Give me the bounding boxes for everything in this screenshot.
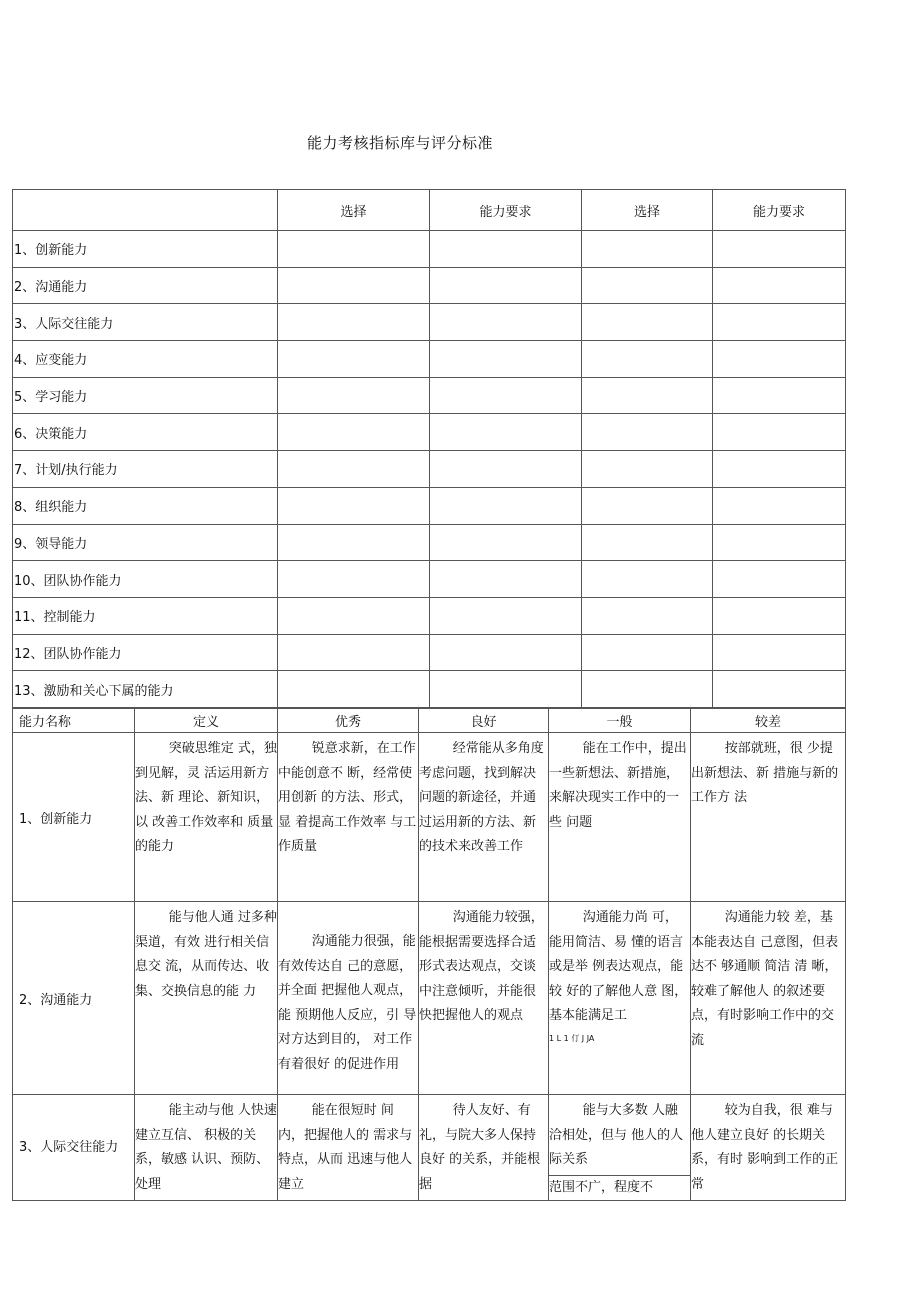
ability-name: 11、控制能力	[13, 597, 278, 634]
select-cell[interactable]	[582, 561, 713, 598]
average-note: 1 L 1 仃 J JA	[549, 1033, 595, 1043]
good-text: 待人友好、有礼，与院大多人保持良好 的关系，并能根据	[419, 1095, 549, 1201]
select-cell[interactable]	[278, 377, 430, 414]
ability-name: 3、人际交往能力	[13, 304, 278, 341]
select-cell[interactable]	[278, 524, 430, 561]
requirement-cell[interactable]	[430, 597, 582, 634]
table-row	[13, 267, 846, 304]
average-continuation: 范围不广，程度不	[549, 1175, 690, 1201]
requirement-cell[interactable]	[430, 414, 582, 451]
ability-name: 2、沟通能力	[13, 902, 135, 1095]
requirement-cell[interactable]	[713, 451, 846, 488]
requirement-cell[interactable]	[430, 524, 582, 561]
table-row	[13, 597, 846, 634]
select-cell[interactable]	[582, 231, 713, 268]
requirement-cell[interactable]	[430, 634, 582, 671]
table-row	[13, 451, 846, 488]
select-cell[interactable]	[582, 267, 713, 304]
definition-text: 突破思维定 式，独到见解，灵 活运用新方法、新 理论、新知识，以 改善工作效率和 质量的能力	[135, 733, 278, 902]
good-text: 沟通能力较强，能根据需要选择合适形式表达观点，交谈中注意倾听，并能很快把握他人的观点	[419, 902, 549, 1095]
excellent-text: 沟通能力很强，能有效传达自 己的意愿，并全面 把握他人观点，能 预期他人反应，引 导对方达到目的， 对工作有着很好 的促进作用	[278, 902, 419, 1095]
table-row	[13, 561, 846, 598]
requirement-cell[interactable]	[430, 231, 582, 268]
excellent-text: 锐意求新，在工作中能创意不 断，经常使用创新 的方法、形式，显 着提高工作效率 与工作质量	[278, 733, 419, 902]
table-row	[13, 231, 846, 268]
page-title: 能力考核指标库与评分标准	[306, 134, 493, 152]
header-requirement-1: 能力要求	[430, 190, 582, 231]
table-row	[13, 341, 846, 378]
select-cell[interactable]	[278, 231, 430, 268]
select-cell[interactable]	[278, 304, 430, 341]
header-select-1: 选择	[278, 190, 430, 231]
table-row	[13, 524, 846, 561]
select-cell[interactable]	[582, 414, 713, 451]
requirement-cell[interactable]	[713, 634, 846, 671]
ability-name: 1、创新能力	[13, 733, 135, 902]
select-cell[interactable]	[278, 487, 430, 524]
average-text: 沟通能力尚 可，能用简洁、易 懂的语言或是举 例表达观点，能较 好的了解他人意 图，基本能满足工 1 L 1 仃 J JA	[549, 902, 691, 1095]
header-select-2: 选择	[582, 190, 713, 231]
ability-name: 7、计划/执行能力	[13, 451, 278, 488]
poor-text: 沟通能力较 差，基本能表达自 己意图，但表达不 够通顺 简洁 清 晰，较难了解他人 的叙述要点，有时影响工作中的交流	[691, 902, 846, 1095]
requirement-cell[interactable]	[713, 597, 846, 634]
ability-name: 4、应变能力	[13, 341, 278, 378]
average-text: 能在工作中，提出一些新想法、新措施，来解决现实工作中的一些 问题	[549, 733, 691, 902]
header-poor: 较差	[691, 709, 846, 733]
ability-name: 3、人际交往能力	[13, 1095, 135, 1201]
header-ability-name: 能力名称	[13, 709, 135, 733]
header-definition: 定义	[135, 709, 278, 733]
average-text: 能与大多数 人融洽相处，但与 他人的人际关系 范围不广，程度不	[549, 1095, 691, 1201]
select-cell[interactable]	[582, 451, 713, 488]
requirement-cell[interactable]	[430, 671, 582, 708]
definition-text: 能与他人通 过多种渠道，有效 进行相关信息交 流，从而传达、收 集、交换信息的能 力	[135, 902, 278, 1095]
select-cell[interactable]	[278, 634, 430, 671]
ability-name: 8、组织能力	[13, 487, 278, 524]
header-excellent: 优秀	[278, 709, 419, 733]
select-cell[interactable]	[278, 414, 430, 451]
requirement-cell[interactable]	[430, 341, 582, 378]
table-row	[13, 671, 846, 708]
scoring-standards-table	[12, 708, 846, 1201]
requirement-cell[interactable]	[430, 451, 582, 488]
poor-text: 按部就班，很 少提出新想法、新 措施与新的工作方 法	[691, 733, 846, 902]
requirement-cell[interactable]	[713, 561, 846, 598]
ability-name: 5、学习能力	[13, 377, 278, 414]
requirement-cell[interactable]	[430, 267, 582, 304]
select-cell[interactable]	[582, 377, 713, 414]
header-average: 一般	[549, 709, 691, 733]
requirement-cell[interactable]	[713, 671, 846, 708]
select-cell[interactable]	[278, 561, 430, 598]
table-row	[13, 733, 846, 902]
select-cell[interactable]	[582, 304, 713, 341]
ability-name: 9、领导能力	[13, 524, 278, 561]
requirement-cell[interactable]	[430, 487, 582, 524]
requirement-cell[interactable]	[430, 304, 582, 341]
select-cell[interactable]	[278, 451, 430, 488]
select-cell[interactable]	[582, 341, 713, 378]
requirement-cell[interactable]	[713, 377, 846, 414]
table-row	[13, 487, 846, 524]
requirement-cell[interactable]	[713, 414, 846, 451]
select-cell[interactable]	[582, 487, 713, 524]
table-row	[13, 902, 846, 1095]
standards-header-row	[13, 709, 846, 733]
ability-name: 13、激励和关心下属的能力	[13, 671, 278, 708]
requirement-cell[interactable]	[713, 341, 846, 378]
ability-name: 10、团队协作能力	[13, 561, 278, 598]
blank-header-cell	[13, 190, 278, 231]
ability-selection-table	[12, 189, 846, 708]
requirement-cell[interactable]	[713, 487, 846, 524]
requirement-cell[interactable]	[430, 561, 582, 598]
selection-header-row	[13, 190, 846, 231]
select-cell[interactable]	[278, 341, 430, 378]
requirement-cell[interactable]	[713, 524, 846, 561]
table-row	[13, 634, 846, 671]
ability-name: 12、团队协作能力	[13, 634, 278, 671]
select-cell[interactable]	[582, 524, 713, 561]
ability-name: 6、决策能力	[13, 414, 278, 451]
select-cell[interactable]	[582, 597, 713, 634]
table-row	[13, 304, 846, 341]
header-requirement-2: 能力要求	[713, 190, 846, 231]
select-cell[interactable]	[582, 671, 713, 708]
requirement-cell[interactable]	[713, 267, 846, 304]
table-row	[13, 377, 846, 414]
select-cell[interactable]	[278, 267, 430, 304]
excellent-text: 能在很短时 间内，把握他人的 需求与特点，从而 迅速与他人建立	[278, 1095, 419, 1201]
table-row	[13, 414, 846, 451]
requirement-cell[interactable]	[713, 304, 846, 341]
select-cell[interactable]	[278, 671, 430, 708]
select-cell[interactable]	[582, 634, 713, 671]
requirement-cell[interactable]	[430, 377, 582, 414]
ability-name: 1、创新能力	[13, 231, 278, 268]
poor-text: 较为自我，很 难与他人建立良好 的长期关系，有时 影响到工作的正常	[691, 1095, 846, 1201]
good-text: 经常能从多角度考虑问题，找到解决问题的新途径，并通过运用新的方法、新的技术来改善工作	[419, 733, 549, 902]
table-row	[13, 1095, 846, 1201]
select-cell[interactable]	[278, 597, 430, 634]
ability-name: 2、沟通能力	[13, 267, 278, 304]
header-good: 良好	[419, 709, 549, 733]
requirement-cell[interactable]	[713, 231, 846, 268]
definition-text: 能主动与他 人快速建立互信、 积极的关系，敏感 认识、预防、处理	[135, 1095, 278, 1201]
